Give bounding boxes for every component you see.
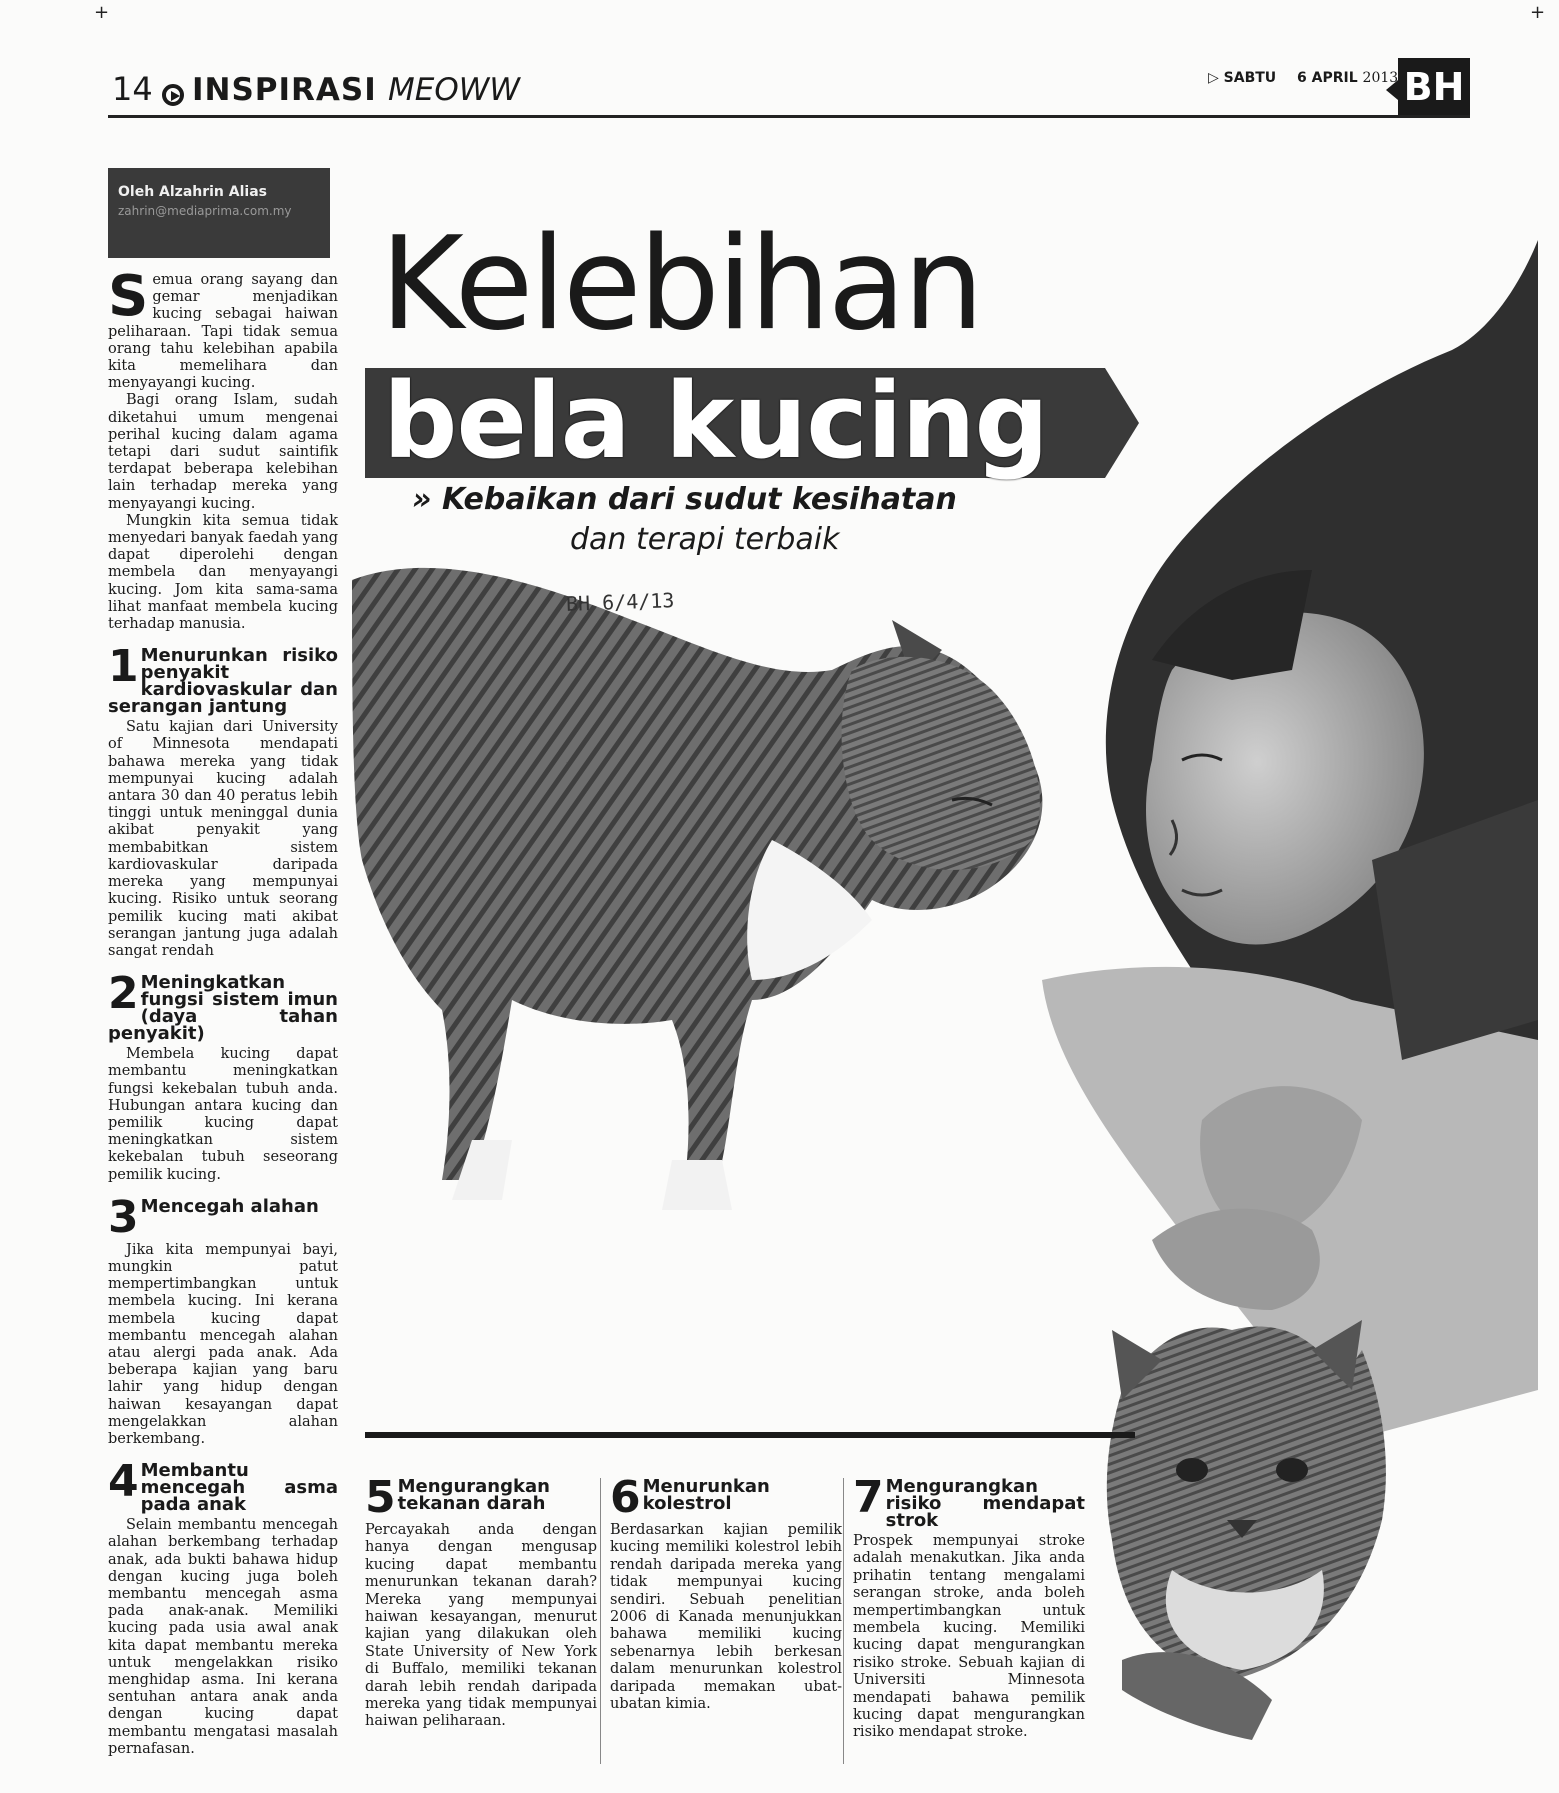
headline-line2: bela kucing	[383, 360, 1048, 482]
point-7-body: Prospek mempunyai stroke adalah menakutkan. Jika anda prihatin tentang mengalami serangan stroke, anda boleh mempertimbangkan untuk membela kucing. Memiliki kucing dapat mengurangkan risiko stroke. Sebuah kajian di Universiti Minnesota mendapati bahawa pemilik kucing dapat mengurangkan risiko mendapat stroke.	[853, 1533, 1085, 1741]
point-3-body: Jika kita mempunyai bayi, mungkin patut mempertimbangkan untuk membela kucing. Ini kerana membela kucing dapat membantu mencegah alahan atau alergi pada anak. Ada beberapa kajian yang baru lahir yang hidup dengan haiwan kesayangan dapat mengelakkan alahan berkembang.	[108, 1241, 338, 1447]
point-5-body: Percayakah anda dengan hanya dengan mengusap kucing dapat membantu menurunkan tekanan darah? Mereka yang mempunyai haiwan kesayangan, menurut kajian yang dilakukan oleh State University of New York di Buffalo, memiliki tekanan darah lebih rendah daripada mereka yang tidak mempunyai haiwan peliharaan.	[365, 1522, 597, 1730]
author-email: zahrin@mediaprima.com.my	[118, 204, 292, 218]
point-1-heading: 1 Menurunkan risiko penyakit kardiovaskular dan serangan jantung	[108, 641, 338, 718]
headline-line1: Kelebihan	[380, 210, 982, 359]
play-icon	[162, 84, 184, 106]
column-divider	[843, 1478, 844, 1764]
column-divider	[600, 1478, 601, 1764]
section-title: INSPIRASI	[192, 72, 377, 108]
point-1-body: Satu kajian dari University of Minnesota mendapati bahawa mereka yang tidak mempunyai kucing adalah antara 30 dan 40 peratus lebih tinggi untuk meninggal dunia akibat penyakit yang membabitkan sistem kardiovaskular daripada mereka yang mempunyai kucing. Risiko untuk seorang pemilik kucing mati akibat serangan jantung juga adalah sangat rendah	[108, 719, 338, 959]
year: 2013	[1362, 70, 1399, 86]
point-2-heading: 2 Meningkatkan fungsi sistem imun (daya tahan penyakit)	[108, 968, 338, 1045]
intro-paragraph-2: Bagi orang Islam, sudah diketahui umum mengenai perihal kucing dalam agama tetapi dari sudut saintifik terdapat beberapa kelebihan lain terhadap mereka yang menyayangi kucing.	[108, 392, 338, 512]
point-5-column	[365, 1472, 597, 1731]
drop-cap: S	[108, 264, 149, 329]
point-7-column	[853, 1472, 1085, 1742]
byline	[108, 168, 330, 258]
point-2-body: Membela kucing dapat membantu meningkatkan fungsi kekebalan tubuh anda. Hubungan antara kucing dan pemilik kucing dapat meningkatkan sistem kekebalan tubuh seseorang pemilik kucing.	[108, 1046, 338, 1183]
bottom-rule	[365, 1432, 1135, 1438]
point-6-body: Berdasarkan kajian pemilik kucing memiliki kolestrol lebih rendah daripada mereka yang tidak mempunyai kucing sendiri. Sebuah penelitian 2006 di Kanada menunjukkan bahawa memiliki kucing sebenarnya lebih berkesan dalam menurunkan kolestrol daripada memakan ubat-ubatan kimia.	[610, 1522, 842, 1713]
tabby-cat	[352, 568, 1042, 1210]
crop-mark-top-right: +	[1530, 2, 1546, 23]
point-6-column	[610, 1472, 842, 1713]
bh-logo: BH	[1398, 58, 1470, 116]
day: SABTU	[1223, 70, 1277, 86]
author-name: Oleh Alzahrin Alias	[118, 184, 267, 200]
point-4-heading: 4 Membantu mencegah asma pada anak	[108, 1456, 338, 1516]
date: 6 APRIL	[1297, 70, 1358, 86]
left-column	[108, 264, 338, 1758]
page-number: 14	[112, 70, 153, 108]
point-3-heading: 3 Mencegah alahan	[108, 1191, 319, 1243]
logo-tab	[1386, 80, 1398, 100]
point-5-heading: 5 Mengurangkan tekanan darah	[365, 1472, 550, 1523]
crop-mark-top-left: +	[94, 2, 110, 23]
point-7-heading: 7 Mengurangkan risiko mendapat strok	[853, 1472, 1085, 1531]
point-4-body: Selain membantu mencegah alahan berkembang terhadap anak, ada bukti bahawa hidup dengan kucing juga boleh membantu mencegah asma pada anak-anak. Memiliki kucing pada usia awal anak kita dapat membantu mereka untuk mengelakkan risiko menghidap asma. Ini kerana sentuhan antara anak anda dengan kucing dapat membantu mengatasi masalah pernafasan.	[108, 1517, 338, 1757]
point-6-heading: 6 Menurunkan kolestrol	[610, 1472, 770, 1523]
subheadline-2: dan terapi terbaik	[570, 522, 840, 557]
handwritten-note: BH 6/4/13	[565, 588, 675, 616]
intro-paragraph-1: Semua orang sayang dan gemar menjadikan kucing sebagai haiwan peliharaan. Tapi tidak semua orang tahu kelebihan apabila kita memelihara dan menyayangi kucing.	[108, 264, 338, 392]
header-rule	[108, 115, 1470, 118]
subsection-title: MEOWW	[388, 72, 521, 108]
date-line	[1208, 70, 1398, 86]
intro-paragraph-3: Mungkin kita semua tidak menyedari banyak faedah yang dapat diperolehi dengan membela dan menyayangi kucing. Jom kita sama-sama lihat manfaat membela kucing terhadap manusia.	[108, 512, 338, 633]
headline-arrow	[1105, 368, 1139, 478]
circle-arrow-icon: ▷	[1208, 70, 1219, 86]
subheadline-1: » Kebaikan dari sudut kesihatan	[412, 482, 957, 517]
